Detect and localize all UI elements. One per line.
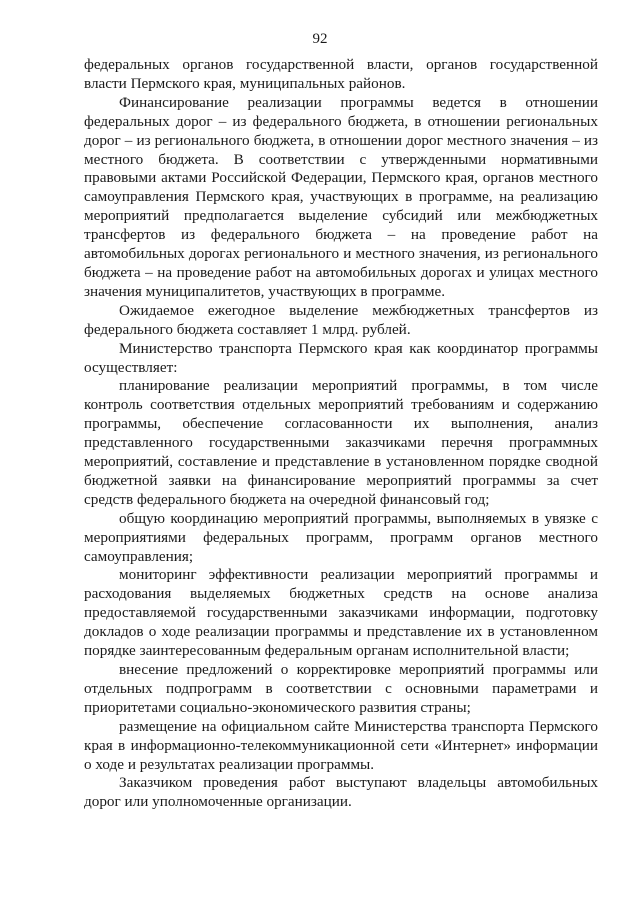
paragraph-continuation: федеральных органов государственной власти, органов государственной власти Пермского края, муниципальных районов. — [84, 56, 598, 92]
page-number: 92 — [312, 31, 328, 47]
paragraph-coordinator: Министерство транспорта Пермского края как координатор программы осуществляет: — [84, 339, 598, 376]
paragraph-financing: Финансирование реализации программы ведется в отношении федеральных дорог – из федерального бюджета, в отношении региональных дорог – из регионального бюджета, в отношении дорог местного значения – из местного бюджета. В соответствии с утвержденными нормативными правовыми актами Российской Федерации, Пермского края, органов местного самоуправления Пермского края, участвующих в программе, на реализацию мероприятий предполагается выделение субсидий или межбюджетных трансфертов из федерального бюджета – на проведение работ на автомобильных дорогах регионального и местного значения, из регионального бюджета – на проведение работ на автомобильных дорогах и улицах местного значения муниципалитетов, участвующих в программе. — [84, 93, 598, 300]
paragraph-monitoring: мониторинг эффективности реализации мероприятий программы и расходования выделяемых бюджетных средств на основе анализа предоставляемой государственными заказчиками информации, подготовку докладов о ходе реализации программы и представление их в установленном порядке заинтересованным федеральным органам исполнительной власти; — [84, 566, 598, 660]
paragraph-coordination: общую координацию мероприятий программы, выполняемых в увязке с мероприятиями федеральных программ, программ органов местного самоуправления; — [84, 509, 598, 565]
paragraph-expected-transfers: Ожидаемое ежегодное выделение межбюджетных трансфертов из федерального бюджета составляет 1 млрд. рублей. — [84, 301, 598, 338]
paragraph-customer: Заказчиком проведения работ выступают владельцы автомобильных дорог или уполномоченные организации. — [84, 774, 598, 811]
document-body — [84, 56, 598, 812]
paragraph-proposals: внесение предложений о корректировке мероприятий программы или отдельных подпрограмм в соответствии с основными параметрами и приоритетами социально-экономического развития страны; — [84, 661, 598, 716]
paragraph-publication: размещение на официальном сайте Министерства транспорта Пермского края в информационно-телекоммуникационной сети «Интернет» информации о ходе и результатах реализации программы. — [84, 717, 598, 773]
paragraph-planning: планирование реализации мероприятий программы, в том числе контроль соответствия отдельных мероприятий требованиям и содержанию программы, обеспечение согласованности их выполнения, анализ представленного государственными заказчиками перечня программных мероприятий, составление и представление в установленном порядке сводной бюджетной заявки на финансирование мероприятий программы за счет средств федерального бюджета на очередной финансовый год; — [84, 377, 598, 508]
